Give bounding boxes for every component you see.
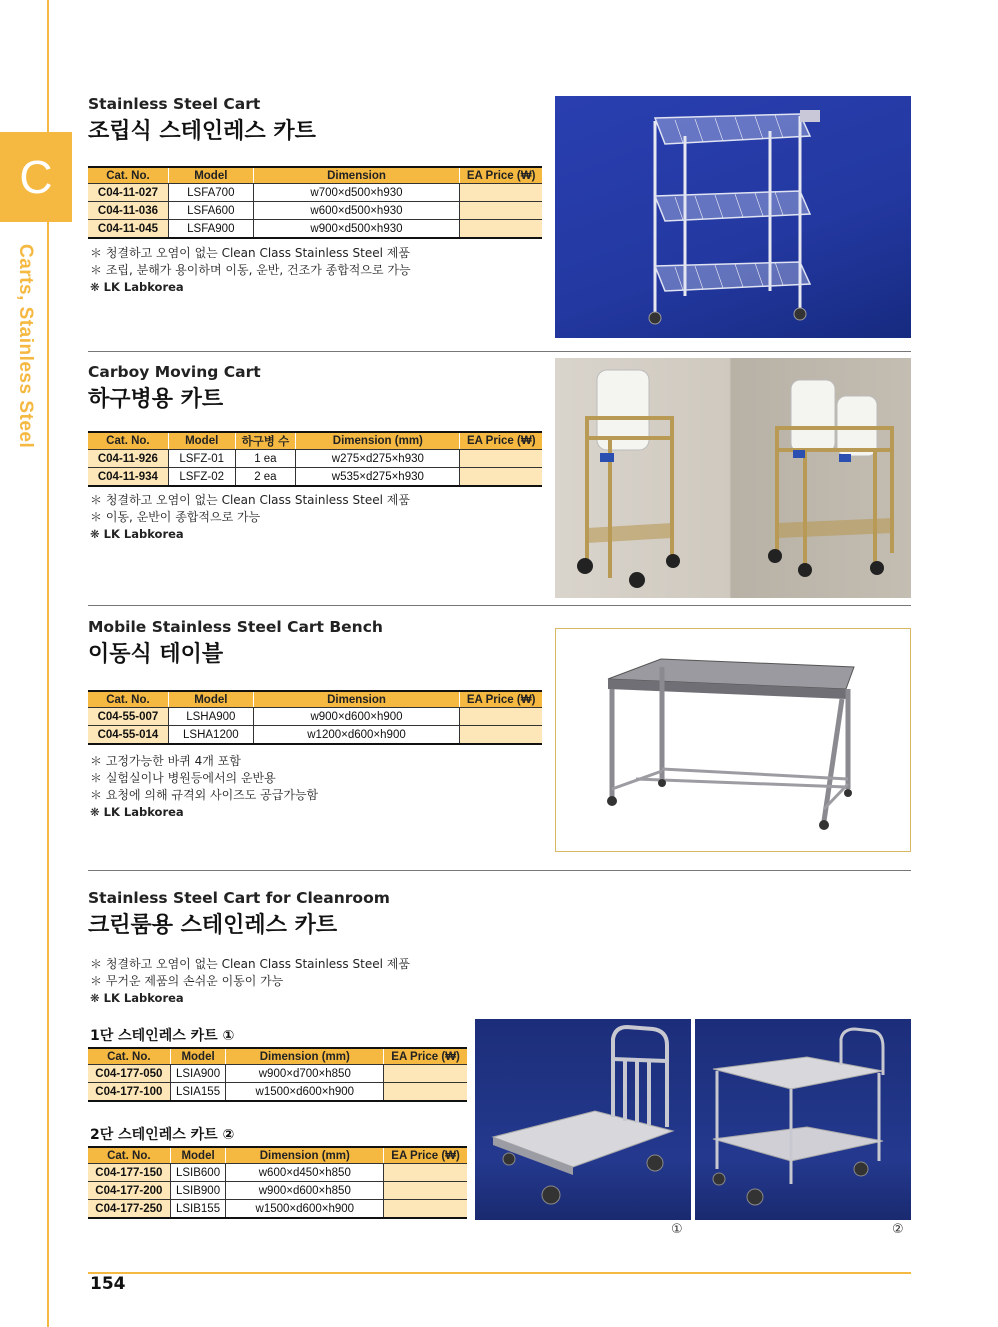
cat-no: C04-177-050 [88, 1065, 170, 1083]
dimension: w900×d500×h930 [253, 220, 459, 239]
count: 2 ea [235, 468, 296, 487]
section-title-en: Stainless Steel Cart [88, 95, 261, 113]
dimension: w600×d500×h930 [253, 202, 459, 220]
note: ＊ 청결하고 오염이 없는 Clean Class Stainless Steel 제품 [90, 957, 410, 971]
bench-illustration [556, 629, 910, 851]
note: ＊ 무거운 제품의 손쉬운 이동이 가능 [90, 974, 284, 988]
carboy-cart-illustration [555, 358, 911, 598]
model: LSIA900 [170, 1065, 226, 1083]
dimension: w900×d600×h900 [253, 708, 459, 726]
subsection-title-1: 1단 스테인레스 카트 ① [90, 1028, 235, 1044]
table-row [88, 468, 542, 487]
col-header: Cat. No. [88, 1147, 170, 1164]
col-header: Cat. No. [88, 167, 168, 184]
note: ＊ 청결하고 오염이 없는 Clean Class Stainless Steel 제품 [90, 246, 410, 260]
note: ＊ 요청에 의해 규격외 사이즈도 공급가능함 [90, 788, 319, 802]
col-header: EA Price (₩) [460, 432, 542, 450]
model: LSHA1200 [168, 726, 253, 745]
section-stainless-cart [88, 95, 316, 145]
col-header: Dimension (mm) [226, 1147, 384, 1164]
dimension: w535×d275×h930 [296, 468, 460, 487]
cat-no: C04-55-007 [88, 708, 168, 726]
dimension: w1200×d600×h900 [253, 726, 459, 745]
col-header: Dimension (mm) [296, 432, 460, 450]
price [384, 1164, 467, 1182]
table-row [88, 1200, 467, 1219]
photo-carboy-carts [555, 358, 911, 598]
notes-2 [90, 492, 410, 543]
table-row [88, 220, 542, 239]
product-table-2 [88, 431, 542, 487]
model: LSIB155 [170, 1200, 226, 1219]
caption-1: ① [671, 1222, 683, 1237]
chapter-letter: C [19, 151, 53, 203]
col-header: Dimension (mm) [226, 1048, 384, 1065]
col-header: Cat. No. [88, 432, 168, 450]
brand: ❋ LK Labkorea [90, 805, 184, 819]
section-title-en: Stainless Steel Cart for Cleanroom [88, 889, 390, 907]
section-mobile-bench [88, 618, 383, 668]
brand: ❋ LK Labkorea [90, 991, 184, 1005]
model: LSIB600 [170, 1164, 226, 1182]
table-row [88, 1083, 467, 1102]
price [460, 468, 542, 487]
cat-no: C04-177-250 [88, 1200, 170, 1219]
product-table-1 [88, 166, 542, 239]
col-header: Cat. No. [88, 691, 168, 708]
col-header: Dimension [253, 167, 459, 184]
dimension: w275×d275×h930 [296, 450, 460, 468]
table-row [88, 1182, 467, 1200]
notes-3 [90, 753, 318, 821]
section-title-en: Carboy Moving Cart [88, 363, 261, 381]
section-title-ko: 이동식 테이블 [88, 642, 224, 667]
model: LSFA700 [168, 184, 253, 202]
price [460, 708, 542, 726]
photo-cart-2 [695, 1019, 911, 1220]
divider [88, 870, 911, 871]
note: ＊ 조립, 분해가 용이하며 이동, 운반, 건조가 종합적으로 가능 [90, 263, 411, 277]
product-table-4b [88, 1146, 467, 1219]
cat-no: C04-11-027 [88, 184, 168, 202]
col-header: Model [168, 432, 235, 450]
col-header: Dimension [253, 691, 459, 708]
cart-2-illustration [695, 1019, 911, 1220]
col-header: Model [170, 1048, 226, 1065]
table-row [88, 708, 542, 726]
price [460, 202, 542, 220]
price [460, 726, 542, 745]
cat-no: C04-11-045 [88, 220, 168, 239]
section-title-ko: 하구병용 카트 [88, 387, 224, 412]
dimension: w600×d450×h850 [226, 1164, 384, 1182]
model: LSFA900 [168, 220, 253, 239]
model: LSFZ-02 [168, 468, 235, 487]
table-row [88, 184, 542, 202]
model: LSHA900 [168, 708, 253, 726]
col-header: EA Price (₩) [460, 691, 542, 708]
note: ＊ 고정가능한 바퀴 4개 포함 [90, 754, 241, 768]
photo-wire-cart [555, 96, 911, 338]
chapter-tab [0, 132, 72, 222]
dimension: w1500×d600×h900 [226, 1200, 384, 1219]
table-row [88, 450, 542, 468]
caption-2: ② [892, 1222, 904, 1237]
col-header: Model [168, 691, 253, 708]
model: LSIB900 [170, 1182, 226, 1200]
table-row [88, 202, 542, 220]
dimension: w1500×d600×h900 [226, 1083, 384, 1102]
table-row [88, 1164, 467, 1182]
cat-no: C04-177-150 [88, 1164, 170, 1182]
col-header: Model [168, 167, 253, 184]
cart-1-illustration [475, 1019, 691, 1220]
cat-no: C04-55-014 [88, 726, 168, 745]
price [460, 220, 542, 239]
product-table-3 [88, 690, 542, 745]
notes-4 [90, 956, 410, 1007]
table-row [88, 726, 542, 745]
col-header: Cat. No. [88, 1048, 170, 1065]
cat-no: C04-11-036 [88, 202, 168, 220]
cat-no: C04-177-200 [88, 1182, 170, 1200]
col-header: EA Price (₩) [384, 1147, 467, 1164]
dimension: w900×d600×h850 [226, 1182, 384, 1200]
footer-rule [88, 1272, 911, 1274]
price [384, 1065, 467, 1083]
price [384, 1083, 467, 1102]
cat-no: C04-11-934 [88, 468, 168, 487]
col-header: EA Price (₩) [384, 1048, 467, 1065]
count: 1 ea [235, 450, 296, 468]
model: LSFZ-01 [168, 450, 235, 468]
product-table-4a [88, 1047, 467, 1102]
section-carboy-cart [88, 363, 261, 413]
note: ＊ 실험실이나 병원등에서의 운반용 [90, 771, 276, 785]
table-row [88, 1065, 467, 1083]
price [384, 1182, 467, 1200]
section-cleanroom-cart [88, 889, 390, 939]
cat-no: C04-11-926 [88, 450, 168, 468]
brand: ❋ LK Labkorea [90, 280, 184, 294]
page-number: 154 [90, 1274, 126, 1294]
notes-1 [90, 245, 411, 296]
price [460, 184, 542, 202]
price [384, 1200, 467, 1219]
note: ＊ 이동, 운반이 종합적으로 가능 [90, 510, 261, 524]
section-title-ko: 조립식 스테인레스 카트 [88, 119, 316, 144]
photo-bench [555, 628, 911, 852]
wire-cart-illustration [555, 96, 911, 338]
model: LSFA600 [168, 202, 253, 220]
divider [88, 351, 911, 352]
photo-cart-1 [475, 1019, 691, 1220]
brand: ❋ LK Labkorea [90, 527, 184, 541]
dimension: w700×d500×h930 [253, 184, 459, 202]
chapter-title: Carts, Stainless Steel [15, 244, 36, 449]
note: ＊ 청결하고 오염이 없는 Clean Class Stainless Steel 제품 [90, 493, 410, 507]
col-header: 하구병 수 [235, 432, 296, 450]
col-header: EA Price (₩) [460, 167, 542, 184]
section-title-en: Mobile Stainless Steel Cart Bench [88, 618, 383, 636]
cat-no: C04-177-100 [88, 1083, 170, 1102]
price [460, 450, 542, 468]
col-header: Model [170, 1147, 226, 1164]
subsection-title-2: 2단 스테인레스 카트 ② [90, 1127, 235, 1143]
divider [88, 605, 911, 606]
model: LSIA155 [170, 1083, 226, 1102]
dimension: w900×d700×h850 [226, 1065, 384, 1083]
section-title-ko: 크린룸용 스테인레스 카트 [88, 913, 338, 938]
